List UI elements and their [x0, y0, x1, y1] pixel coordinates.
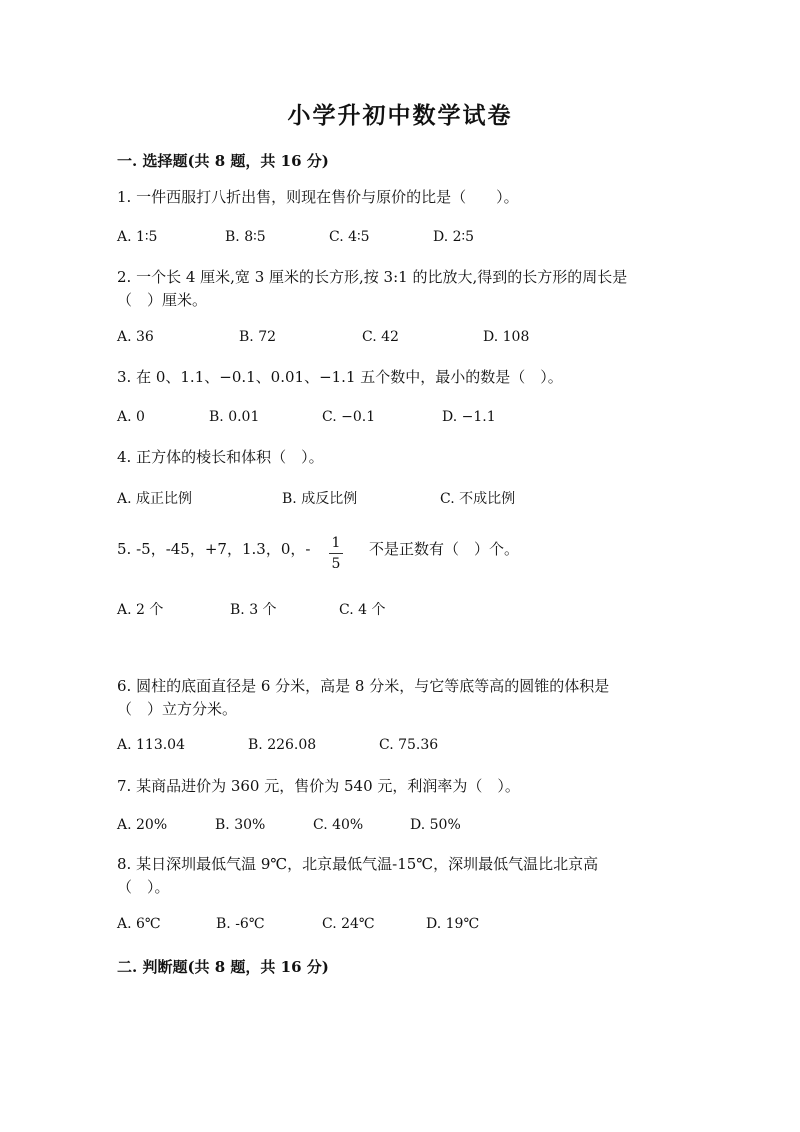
fraction-numerator: 1 — [331, 535, 341, 551]
option-a[interactable]: A. 1∶5 — [117, 229, 158, 245]
option-d[interactable]: D. 108 — [483, 329, 530, 345]
option-c[interactable]: C. 不成比例 — [440, 491, 516, 507]
question-3: 3. 在 0、1.1、−0.1、0.01、−1.1 五个数中，最小的数是（ ）。 — [117, 368, 563, 386]
option-a[interactable]: A. 0 — [117, 409, 145, 425]
option-d[interactable]: D. 2∶5 — [433, 229, 475, 245]
option-c[interactable]: C. 42 — [362, 329, 399, 345]
question-2 — [117, 266, 627, 312]
option-a[interactable]: A. 2 个 — [117, 602, 164, 618]
option-b[interactable]: B. 72 — [239, 329, 277, 345]
option-b[interactable]: B. 226.08 — [248, 737, 317, 753]
question-8-line-1: 8. 某日深圳最低气温 9℃，北京最低气温-15℃，深圳最低气温比北京高 — [117, 855, 599, 873]
option-c[interactable]: C. 4∶5 — [329, 229, 370, 245]
question-6-line-2: （ ）立方分米。 — [117, 700, 238, 718]
option-c[interactable]: C. −0.1 — [322, 409, 376, 425]
question-2-line-1: 2. 一个长 4 厘米,宽 3 厘米的长方形,按 3:1 的比放大,得到的长方形的周长是 — [117, 268, 628, 286]
section-heading-true-false: 二. 判断题(共 8 题，共 16 分) — [117, 958, 329, 976]
question-2-line-2: （ ）厘米。 — [117, 291, 208, 309]
option-b[interactable]: B. 8∶5 — [225, 229, 266, 245]
option-a[interactable]: A. 6℃ — [117, 916, 161, 932]
option-b[interactable]: B. 3 个 — [230, 602, 277, 618]
question-8 — [117, 853, 598, 899]
question-6 — [117, 675, 609, 721]
question-6-line-1: 6. 圆柱的底面直径是 6 分米，高是 8 分米，与它等底等高的圆锥的体积是 — [117, 677, 610, 695]
option-b[interactable]: B. -6℃ — [216, 916, 265, 932]
option-b[interactable]: B. 0.01 — [209, 409, 260, 425]
question-8-line-2: （ ）。 — [117, 878, 170, 896]
question-4: 4. 正方体的棱长和体积（ ）。 — [117, 448, 324, 466]
option-b[interactable]: B. 成反比例 — [282, 491, 358, 507]
option-b[interactable]: B. 30% — [215, 817, 266, 833]
page-title: 小学升初中数学试卷 — [287, 102, 513, 129]
option-d[interactable]: D. 19℃ — [426, 916, 480, 932]
option-c[interactable]: C. 75.36 — [379, 737, 439, 753]
option-a[interactable]: A. 36 — [117, 329, 154, 345]
option-a[interactable]: A. 113.04 — [117, 737, 185, 753]
option-c[interactable]: C. 4 个 — [339, 602, 386, 618]
fraction-one-fifth — [329, 535, 343, 572]
section-heading-multiple-choice: 一. 选择题(共 8 题，共 16 分) — [117, 152, 329, 170]
question-5-text-before: 5. -5，-45，+7，1.3，0，- — [117, 540, 311, 558]
option-d[interactable]: D. 50% — [410, 817, 461, 833]
option-c[interactable]: C. 40% — [313, 817, 364, 833]
question-1: 1. 一件西服打八折出售，则现在售价与原价的比是（ ）。 — [117, 188, 519, 206]
question-7: 7. 某商品进价为 360 元，售价为 540 元，利润率为（ ）。 — [117, 777, 520, 795]
option-a[interactable]: A. 20% — [117, 817, 168, 833]
fraction-bar — [329, 553, 343, 554]
question-5-text-after: 不是正数有（ ）个。 — [369, 540, 520, 558]
option-d[interactable]: D. −1.1 — [442, 409, 496, 425]
option-a[interactable]: A. 成正比例 — [117, 491, 193, 507]
fraction-denominator: 5 — [331, 556, 341, 572]
option-c[interactable]: C. 24℃ — [322, 916, 375, 932]
